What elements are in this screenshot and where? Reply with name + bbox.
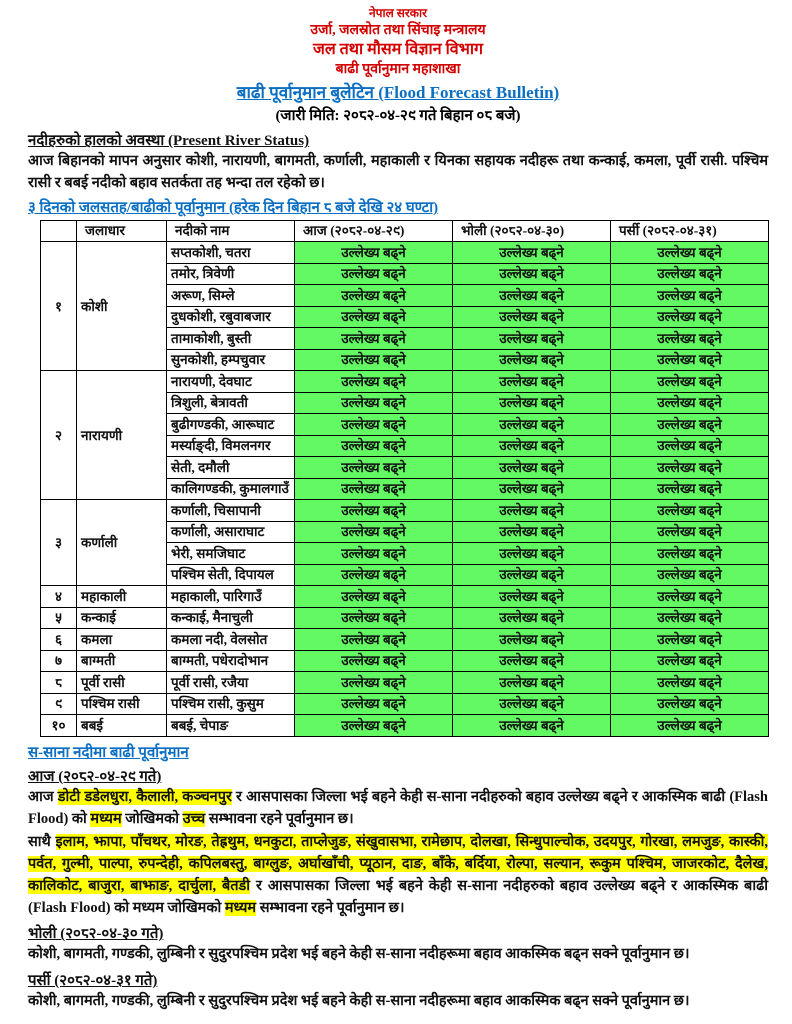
station-cell: बबई, चेपाङ (167, 715, 295, 737)
highlighted-text: उच्च (182, 810, 206, 827)
table-row (41, 629, 769, 651)
station-cell: नारायणी, देवघाट (167, 371, 295, 393)
forecast-value-cell: उल्लेख्य बढ्ने (295, 543, 453, 565)
small-rivers-heading: स-साना नदीमा बाढी पूर्वानुमान (28, 744, 189, 761)
forecast-value-cell: उल्लेख्य बढ्ने (295, 500, 453, 522)
forecast-value-cell: उल्लेख्य बढ्ने (453, 693, 611, 715)
table-header-row (41, 220, 769, 242)
station-cell: बुढीगण्डकी, आरूघाट (167, 414, 295, 436)
today-forecast-text-1 (28, 787, 768, 831)
forecast-value-cell: उल्लेख्य बढ्ने (295, 435, 453, 457)
station-cell: कन्काई, मैनाचुली (167, 607, 295, 629)
plain-text: सम्भावना रहने पूर्वानुमान छ। (205, 810, 354, 827)
station-cell: कर्णाली, असाराघाट (167, 521, 295, 543)
basin-cell: कोशी (77, 242, 167, 371)
forecast-value-cell: उल्लेख्य बढ्ने (295, 478, 453, 500)
day-after-forecast-text: कोशी, बागमती, गण्डकी, लुम्बिनी र सुदुरपश्चिम प्रदेश भई बहने केही स-साना नदीहरूमा बहाव आकस्मिक बढ्न सक्ने पूर्वानुमान छ। (28, 993, 690, 1010)
forecast-value-cell: उल्लेख्य बढ्ने (453, 500, 611, 522)
forecast-value-cell: उल्लेख्य बढ्ने (453, 306, 611, 328)
division-name: बाढी पूर्वानुमान महाशाखा (335, 61, 461, 77)
serial-number-cell: ६ (41, 629, 77, 651)
day-after-heading: पर्सी (२०८२-०४-३१ गते) (28, 973, 158, 990)
basin-cell: बाग्मती (77, 650, 167, 672)
forecast-value-cell: उल्लेख्य बढ्ने (611, 371, 769, 393)
highlighted-text: इलाम, झापा, पाँचथर, मोरङ, तेह्रथुम, धनकुटा, ताप्लेजुङ, संखुवासभा, रामेछाप, दोलखा, सिन्धुपाल्चोक, उदयपुर, गोरखा, लमजुङ, कास्की, पर्वत, गुल्मी, पाल्पा, रुपन्देही, कपिलबस्तु, बाग्लुङ, अर्घाखाँची, प्यूठान, दाङ, बाँके, बर्दिया, रोल्पा, सल्यान, रूकुम पश्चिम, जाजरकोट, दैलेख, कालिकोट, बाजुरा, बाझाङ, दार्चुला, बैतडी (28, 834, 768, 894)
river-status-heading: नदीहरुको हालको अवस्था (Present River Status) (28, 133, 310, 150)
forecast-value-cell: उल्लेख्य बढ्ने (453, 414, 611, 436)
forecast-value-cell: उल्लेख्य बढ्ने (453, 607, 611, 629)
forecast-table-heading: ३ दिनको जलसतह/बाढीको पूर्वानुमान (हरेक दिन बिहान ८ बजे देखि २४ घण्टा) (28, 199, 439, 216)
document-header (28, 6, 768, 126)
forecast-value-cell: उल्लेख्य बढ्ने (453, 564, 611, 586)
station-cell: भेरी, समजिघाट (167, 543, 295, 565)
plain-text: साथै (28, 834, 56, 851)
serial-number-cell: १० (41, 715, 77, 737)
issue-date: (जारी मिति: २०८२-०४-२९ गते बिहान ०८ बजे) (275, 107, 521, 124)
station-cell: कर्णाली, चिसापानी (167, 500, 295, 522)
basin-cell: कन्काई (77, 607, 167, 629)
station-cell: त्रिशुली, बेत्रावती (167, 392, 295, 414)
basin-cell: नारायणी (77, 371, 167, 500)
forecast-value-cell: उल्लेख्य बढ्ने (611, 328, 769, 350)
river-status-text: आज बिहानको मापन अनुसार कोशी, नारायणी, बागमती, कर्णाली, महाकाली र यिनका सहायक नदीहरू तथा कन्काई, कमला, पूर्वी रासी. पश्चिम रासी र बबई नदीको बहाव सतर्कता तह भन्दा तल रहेको छ। (28, 153, 768, 192)
forecast-value-cell: उल्लेख्य बढ्ने (453, 349, 611, 371)
highlighted-text: मध्यम (90, 810, 122, 827)
forecast-value-cell: उल्लेख्य बढ्ने (453, 328, 611, 350)
col-basin: जलाधार (77, 220, 167, 242)
forecast-value-cell: उल्लेख्य बढ्ने (611, 564, 769, 586)
forecast-value-cell: उल्लेख्य बढ्ने (295, 672, 453, 694)
table-row (41, 715, 769, 737)
forecast-value-cell: उल्लेख्य बढ्ने (453, 543, 611, 565)
forecast-value-cell: उल्लेख्य बढ्ने (453, 457, 611, 479)
forecast-value-cell: उल्लेख्य बढ्ने (453, 672, 611, 694)
forecast-value-cell: उल्लेख्य बढ्ने (611, 629, 769, 651)
serial-number-cell: ७ (41, 650, 77, 672)
station-cell: पश्चिम रासी, कुसुम (167, 693, 295, 715)
table-row (41, 650, 769, 672)
station-cell: कमला नदी, वेलसोत (167, 629, 295, 651)
col-river-name: नदीको नाम (167, 220, 295, 242)
forecast-value-cell: उल्लेख्य बढ्ने (611, 392, 769, 414)
station-cell: तामाकोशी, बुस्ती (167, 328, 295, 350)
col-serial (41, 220, 77, 242)
forecast-table (40, 220, 769, 737)
ministry-name: उर्जा, जलस्रोत तथा सिंचाइ मन्त्रालय (310, 22, 486, 38)
forecast-value-cell: उल्लेख्य बढ्ने (453, 715, 611, 737)
table-row (41, 242, 769, 264)
basin-cell: पूर्वी रासी (77, 672, 167, 694)
station-cell: सुनकोशी, हम्पचुवार (167, 349, 295, 371)
forecast-value-cell: उल्लेख्य बढ्ने (453, 435, 611, 457)
table-row (41, 607, 769, 629)
forecast-value-cell: उल्लेख्य बढ्ने (611, 693, 769, 715)
forecast-value-cell: उल्लेख्य बढ्ने (611, 672, 769, 694)
forecast-value-cell: उल्लेख्य बढ्ने (453, 586, 611, 608)
forecast-table-body (41, 242, 769, 737)
plain-text: सम्भावना रहने पूर्वानुमान छ। (256, 899, 405, 916)
department-name: जल तथा मौसम विज्ञान विभाग (312, 40, 484, 58)
forecast-value-cell: उल्लेख्य बढ्ने (611, 306, 769, 328)
forecast-value-cell: उल्लेख्य बढ्ने (453, 263, 611, 285)
forecast-value-cell: उल्लेख्य बढ्ने (611, 650, 769, 672)
forecast-value-cell: उल्लेख्य बढ्ने (453, 371, 611, 393)
forecast-value-cell: उल्लेख्य बढ्ने (611, 263, 769, 285)
forecast-value-cell: उल्लेख्य बढ्ने (295, 715, 453, 737)
small-rivers-section (28, 742, 768, 1013)
basin-cell: पश्चिम रासी (77, 693, 167, 715)
forecast-value-cell: उल्लेख्य बढ्ने (453, 242, 611, 264)
forecast-value-cell: उल्लेख्य बढ्ने (611, 414, 769, 436)
basin-cell: महाकाली (77, 586, 167, 608)
forecast-value-cell: उल्लेख्य बढ्ने (295, 392, 453, 414)
today-forecast-text-2 (28, 832, 768, 919)
station-cell: बाग्मती, पधेरादोभान (167, 650, 295, 672)
serial-number-cell: ३ (41, 500, 77, 586)
forecast-value-cell: उल्लेख्य बढ्ने (611, 715, 769, 737)
forecast-value-cell: उल्लेख्य बढ्ने (295, 306, 453, 328)
tomorrow-forecast-text: कोशी, बागमती, गण्डकी, लुम्बिनी र सुदुरपश्चिम प्रदेश भई बहने केही स-साना नदीहरूमा बहाव आकस्मिक बढ्न सक्ने पूर्वानुमान छ। (28, 946, 690, 963)
basin-cell: कर्णाली (77, 500, 167, 586)
forecast-value-cell: उल्लेख्य बढ्ने (611, 435, 769, 457)
plain-text: आज (28, 788, 58, 805)
table-row (41, 371, 769, 393)
government-name: नेपाल सरकार (369, 6, 427, 20)
forecast-value-cell: उल्लेख्य बढ्ने (295, 457, 453, 479)
serial-number-cell: २ (41, 371, 77, 500)
basin-cell: कमला (77, 629, 167, 651)
forecast-value-cell: उल्लेख्य बढ्ने (453, 521, 611, 543)
forecast-value-cell: उल्लेख्य बढ्ने (611, 500, 769, 522)
station-cell: दुधकोशी, रबुवाबजार (167, 306, 295, 328)
forecast-value-cell: उल्लेख्य बढ्ने (611, 242, 769, 264)
forecast-value-cell: उल्लेख्य बढ्ने (453, 629, 611, 651)
table-row (41, 672, 769, 694)
serial-number-cell: १ (41, 242, 77, 371)
station-cell: सेती, दमौली (167, 457, 295, 479)
station-cell: पश्चिम सेती, दिपायल (167, 564, 295, 586)
station-cell: तमोर, त्रिवेणी (167, 263, 295, 285)
col-tomorrow: भोली (२०८२-०४-३०) (453, 220, 611, 242)
forecast-value-cell: उल्लेख्य बढ्ने (295, 414, 453, 436)
forecast-value-cell: उल्लेख्य बढ्ने (295, 586, 453, 608)
forecast-value-cell: उल्लेख्य बढ्ने (611, 521, 769, 543)
plain-text: जोखिमको (121, 810, 183, 827)
forecast-value-cell: उल्लेख्य बढ्ने (295, 349, 453, 371)
forecast-value-cell: उल्लेख्य बढ्ने (611, 607, 769, 629)
forecast-value-cell: उल्लेख्य बढ्ने (295, 371, 453, 393)
table-row (41, 500, 769, 522)
serial-number-cell: ५ (41, 607, 77, 629)
plain-text: र आसपासका जिल्ला भई बहने केही स-साना नदीहरुको बहाव उल्लेख्य बढ्ने र आकस्मिक बाढी (Flash Flood) को (28, 788, 768, 827)
station-cell: महाकाली, पारिगाउँ (167, 586, 295, 608)
serial-number-cell: ४ (41, 586, 77, 608)
forecast-value-cell: उल्लेख्य बढ्ने (611, 478, 769, 500)
forecast-value-cell: उल्लेख्य बढ्ने (611, 349, 769, 371)
forecast-value-cell: उल्लेख्य बढ्ने (453, 650, 611, 672)
serial-number-cell: ९ (41, 693, 77, 715)
forecast-value-cell: उल्लेख्य बढ्ने (295, 629, 453, 651)
forecast-value-cell: उल्लेख्य बढ्ने (611, 586, 769, 608)
forecast-value-cell: उल्लेख्य बढ्ने (453, 478, 611, 500)
forecast-value-cell: उल्लेख्य बढ्ने (611, 543, 769, 565)
basin-cell: बबई (77, 715, 167, 737)
station-cell: कालिगण्डकी, कुमालगाउँ (167, 478, 295, 500)
table-row (41, 586, 769, 608)
forecast-value-cell: उल्लेख्य बढ्ने (295, 263, 453, 285)
river-status-section (28, 130, 768, 195)
plain-text: र आसपासका जिल्ला भई बहने केही स-साना नदीहरुको बहाव उल्लेख्य बढ्ने र आकस्मिक बाढी (Flash Flood) को मध्यम जोखिमको (28, 877, 768, 916)
forecast-value-cell: उल्लेख्य बढ्ने (295, 328, 453, 350)
tomorrow-heading: भोली (२०८२-०४-३० गते) (28, 926, 164, 943)
table-row (41, 693, 769, 715)
forecast-value-cell: उल्लेख्य बढ्ने (611, 285, 769, 307)
station-cell: पूर्वी रासी, रजैया (167, 672, 295, 694)
forecast-value-cell: उल्लेख्य बढ्ने (295, 607, 453, 629)
forecast-value-cell: उल्लेख्य बढ्ने (295, 285, 453, 307)
highlighted-text: मध्यम (224, 899, 257, 916)
bulletin-title: बाढी पूर्वानुमान बुलेटिन (Flood Forecast Bulletin) (236, 82, 560, 102)
forecast-value-cell: उल्लेख्य बढ्ने (295, 242, 453, 264)
col-today: आज (२०८२-०४-२९) (295, 220, 453, 242)
forecast-value-cell: उल्लेख्य बढ्ने (453, 392, 611, 414)
col-day-after: पर्सी (२०८२-०४-३१) (611, 220, 769, 242)
forecast-value-cell: उल्लेख्य बढ्ने (295, 650, 453, 672)
highlighted-text: डोटी डडेलधुरा, कैलाली, कञ्चनपुर (57, 788, 232, 805)
station-cell: मर्स्याङ्दी, विमलनगर (167, 435, 295, 457)
today-heading: आज (२०८२-०४-२९ गते) (28, 768, 162, 785)
station-cell: अरूण, सिम्ले (167, 285, 295, 307)
forecast-value-cell: उल्लेख्य बढ्ने (295, 693, 453, 715)
forecast-value-cell: उल्लेख्य बढ्ने (295, 564, 453, 586)
serial-number-cell: ८ (41, 672, 77, 694)
forecast-value-cell: उल्लेख्य बढ्ने (295, 521, 453, 543)
station-cell: सप्तकोशी, चतरा (167, 242, 295, 264)
forecast-value-cell: उल्लेख्य बढ्ने (453, 285, 611, 307)
forecast-value-cell: उल्लेख्य बढ्ने (611, 457, 769, 479)
